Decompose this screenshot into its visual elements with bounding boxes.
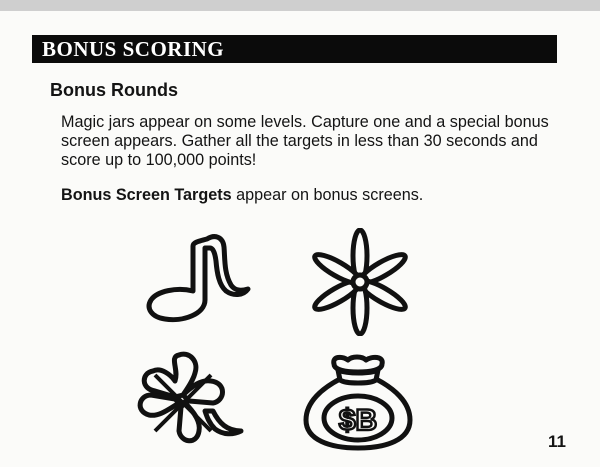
music-note-icon xyxy=(145,233,255,325)
bonus-rounds-heading: Bonus Rounds xyxy=(50,80,178,100)
targets-description xyxy=(61,186,571,205)
bag-symbol: $B xyxy=(338,404,378,437)
section-header-bar xyxy=(32,35,557,63)
targets-rest: appear on bonus screens. xyxy=(231,186,424,204)
money-bag-icon xyxy=(302,354,414,452)
top-edge xyxy=(0,0,600,11)
targets-lead: Bonus Screen Targets xyxy=(61,186,232,204)
bonus-rounds-description: Magic jars appear on some levels. Capture one and a special bonus screen appears. Gather all the targets in less than 30 seconds and score up to 100,000 points! xyxy=(61,113,549,169)
flower-icon xyxy=(310,228,410,336)
section-title: BONUS SCORING xyxy=(42,37,225,61)
manual-page xyxy=(0,11,600,467)
clover-icon xyxy=(135,351,245,449)
page-number: 11 xyxy=(548,432,566,451)
